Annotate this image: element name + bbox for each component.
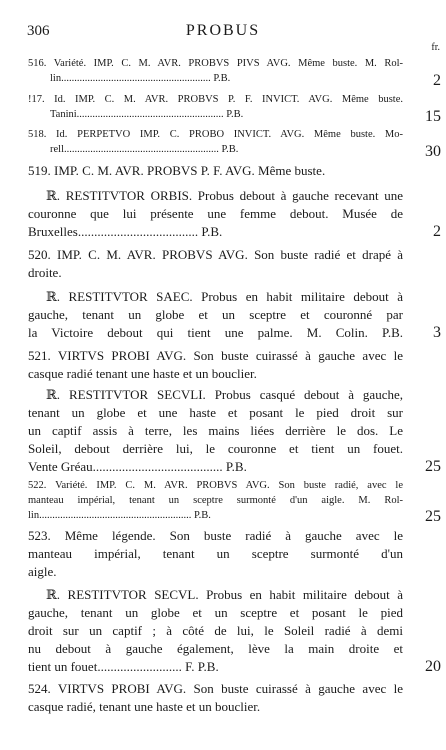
- entry-line: casque radié, tenant une haste et un bouclier.: [28, 699, 261, 714]
- entry-line: lin.......................................................... P.B.: [28, 510, 211, 521]
- entry-line: rell........................................................... P.B.: [50, 144, 239, 155]
- entry-line: Vente Gréau........................................ P.B.: [28, 459, 247, 474]
- entry-line: droite.: [28, 265, 62, 280]
- coin-entry-521: [28, 347, 403, 383]
- coin-entry-516: [28, 56, 441, 89]
- entry-line: gauche, tenant un globe et un sceptre et posant le pied: [28, 605, 403, 620]
- price: 20: [425, 658, 441, 675]
- entry-line: casque radié tenant une haste et un bouclier.: [28, 366, 257, 381]
- price: 3: [433, 324, 441, 341]
- coin-reverse-520: [28, 288, 441, 342]
- page-title: PROBUS: [185, 22, 261, 39]
- price: 30: [425, 143, 441, 160]
- entry-line: Tanini........................................................ P.B.: [50, 109, 244, 120]
- coin-reverse-521: [28, 386, 441, 476]
- coin-entry-519: [28, 162, 403, 180]
- page-number: 306: [27, 23, 50, 39]
- coin-reverse-519: [28, 187, 441, 241]
- coin-entry-522: [28, 478, 441, 525]
- entry-line: couronne que lui présente une femme debout. Musée de: [28, 206, 403, 221]
- entry-line: ℝ. RESTITVTOR SECVLI. Probus casqué debout à gauche,: [46, 387, 403, 402]
- price: 15: [425, 108, 441, 125]
- coin-reverse-523: [28, 586, 441, 676]
- entry-line: ℝ. RESTITVTOR ORBIS. Probus debout à gauche recevant une: [46, 188, 403, 203]
- price: 25: [425, 458, 441, 475]
- entry-line: aigle.: [28, 564, 57, 579]
- entry-line: 519. IMP. C. M. AVR. PROBVS P. F. AVG. Même buste.: [28, 163, 326, 178]
- entry-line: 518. Id. PERPETVO IMP. C. PROBO INVICT. AVG. Même buste. Mo-: [28, 129, 403, 140]
- entry-line: manteau impérial, tenant un sceptre surmonté d'un aigle. M. Rol-: [28, 495, 403, 506]
- coin-entry-517: [28, 92, 441, 125]
- coin-entry-520: [28, 246, 403, 282]
- entry-line: 516. Variété. IMP. C. M. AVR. PROBVS PIVS AVG. Même buste. M. Rol-: [28, 58, 403, 69]
- entry-line: un captif assis à terre, les mains liées derrière le dos. Le: [28, 423, 403, 438]
- price: 2: [433, 72, 441, 89]
- entry-line: tenant un globe et une haste et posant le pied droit sur: [28, 405, 403, 420]
- entry-line: la Victoire debout qui tient une palme. M. Colin. P.B.: [28, 325, 403, 340]
- entry-line: tient un fouet.......................... F. P.B.: [28, 659, 219, 674]
- coin-entry-523: [28, 527, 403, 581]
- entry-line: Soleil, debout derrière lui, le couronne et tient un fouet.: [28, 441, 403, 456]
- entry-line: Bruxelles..................................... P.B.: [28, 224, 223, 239]
- price: 25: [425, 508, 441, 525]
- coin-entry-518: [28, 127, 441, 160]
- entry-line: !17. Id. IMP. C. M. AVR. PROBVS P. F. INVICT. AVG. Même buste.: [28, 94, 403, 105]
- entry-line: 522. Variété. IMP. C. M. AVR. PROBVS AVG. Son buste radié, avec le: [28, 480, 403, 491]
- entry-line: manteau impérial, tenant un sceptre surmonté d'un: [28, 546, 403, 561]
- entry-line: lin......................................................... P.B.: [50, 73, 231, 84]
- entry-line: droit sur un captif ; à côté de lui, le Soleil radié à demi: [28, 623, 403, 638]
- price: 2: [433, 223, 441, 240]
- coin-entry-524: [28, 680, 403, 716]
- entry-line: ℝ. RESTITVTOR SAEC. Probus en habit militaire debout à: [46, 289, 403, 304]
- entry-line: 521. VIRTVS PROBI AVG. Son buste cuirassé à gauche avec le: [28, 348, 403, 363]
- entry-line: ℝ. RESTITVTOR SECVL. Probus en habit militaire debout à: [46, 587, 403, 602]
- entry-line: 523. Même légende. Son buste radié à gauche avec le: [28, 528, 403, 543]
- entry-line: 524. VIRTVS PROBI AVG. Son buste cuirassé à gauche avec le: [28, 681, 403, 696]
- entry-line: gauche, tenant un globe et un sceptre et couronné par: [28, 307, 403, 322]
- entry-line: nu debout à gauche également, lève la main droite et: [28, 641, 403, 656]
- currency-label: fr.: [431, 42, 440, 53]
- entry-line: 520. IMP. C. M. AVR. PROBVS AVG. Son buste radié et drapé à: [28, 247, 403, 262]
